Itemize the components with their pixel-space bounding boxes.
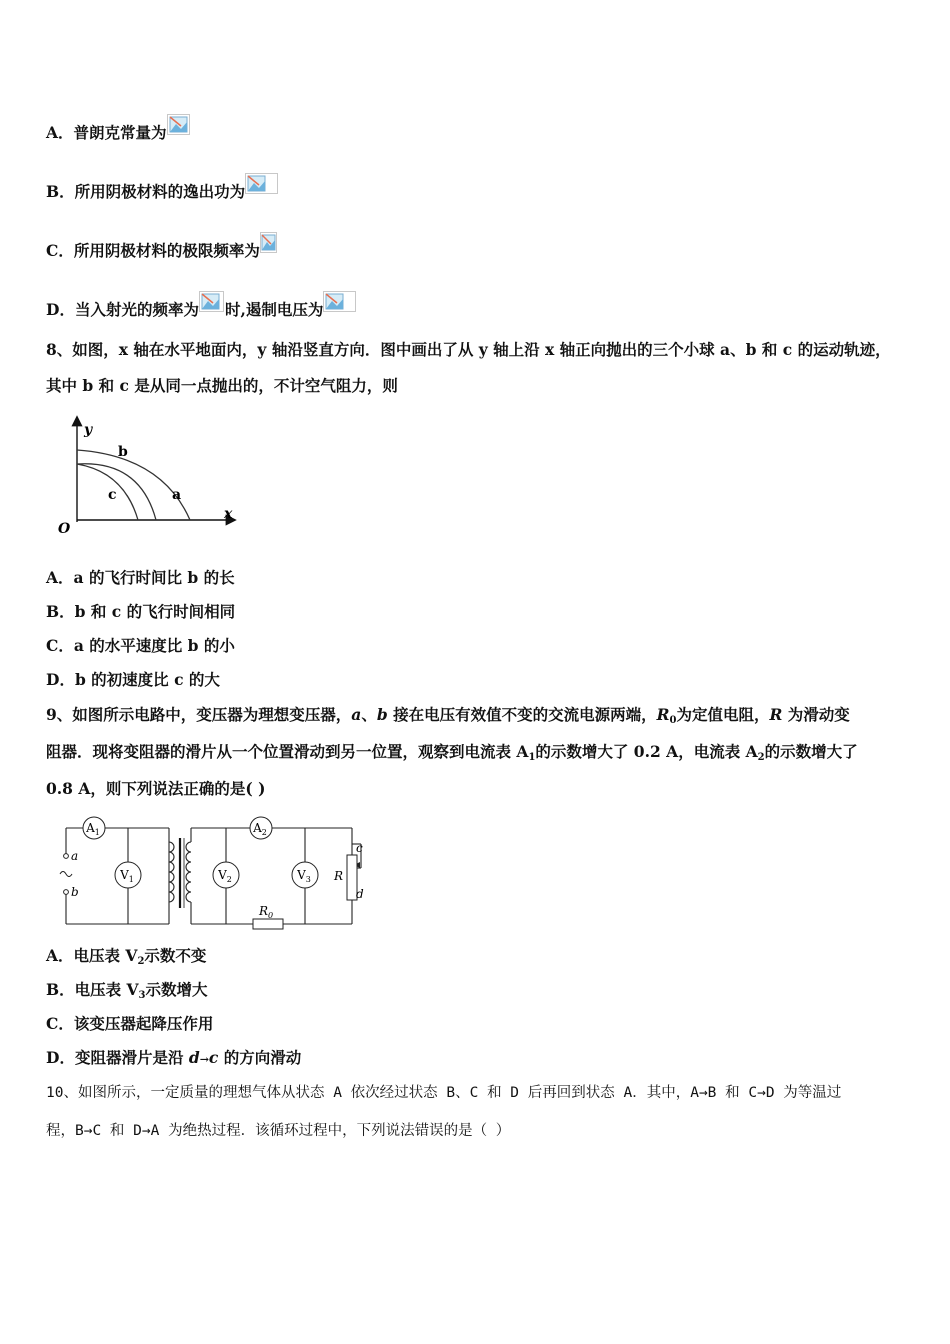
q9-option-text: 示数不变: [144, 946, 207, 965]
broken-image-icon: [245, 173, 279, 195]
q9-option-d: [46, 1048, 301, 1070]
q7-option-b: [46, 173, 279, 202]
q8-option-b: B．b 和 c 的飞行时间相同: [46, 602, 236, 621]
c-label: c: [356, 841, 363, 855]
origin-label: O: [58, 521, 71, 537]
q9-var-d: d: [188, 1048, 200, 1067]
q9-option-text: D．变阻器滑片是沿: [46, 1048, 189, 1067]
q9-var-r: R: [769, 705, 783, 724]
x-axis-label: x: [224, 506, 233, 522]
q9-option-text: 示数增大: [145, 980, 208, 999]
a1-label: $A_1$: [86, 821, 100, 837]
broken-image-icon: [323, 291, 357, 313]
q9-var-b: b: [376, 705, 388, 724]
q8-stem-line1: 8、如图，x 轴在水平地面内，y 轴沿竖直方向．图中画出了从 y 轴上沿 x 轴正向抛出的三个小球 a、b 和 c 的运动轨迹，: [46, 340, 891, 359]
q9-option-b: [46, 980, 208, 1006]
q9-option-text: B．电压表 V: [46, 980, 139, 999]
r0-label: $R_0$: [259, 904, 274, 920]
q8-trajectory-figure: [52, 414, 242, 539]
d-label: d: [356, 887, 364, 901]
q9-text: 为滑动变: [782, 705, 850, 724]
q9-text: 阻器．现将变阻器的滑片从一个位置滑动到另一位置，观察到电流表 A: [46, 742, 529, 761]
q10-stem-line2: 程，B→C 和 D→A 为绝热过程．该循环过程中，下列说法错误的是（ ）: [46, 1123, 511, 1139]
q9-arrow: →: [199, 1053, 209, 1066]
v2-label: $V_2$: [218, 868, 232, 884]
q9-option-text: A．电压表 V: [46, 946, 138, 965]
q9-stem-line2: [46, 742, 858, 768]
q8-option-a: A．a 的飞行时间比 b 的长: [46, 568, 235, 587]
q9-circuit-figure: [56, 812, 366, 934]
a2-label: $A_2$: [253, 821, 267, 837]
q9-subscript: 1: [528, 752, 536, 763]
q9-text: 9、如图所示电路中，变压器为理想变压器，: [46, 705, 352, 724]
q9-stem-line3: 0.8 A，则下列说法正确的是( ): [46, 779, 266, 798]
q8-option-d: D．b 的初速度比 c 的大: [46, 670, 220, 689]
q9-stem-line1: [46, 705, 850, 731]
q9-text: 的示数增大了 0.2 A，电流表 A: [535, 742, 758, 761]
q9-option-a: [46, 946, 206, 972]
q9-subscript: 2: [137, 956, 145, 967]
q7-option-d-text-after: 时,遏制电压为: [224, 300, 324, 319]
v1-label: $V_1$: [120, 868, 134, 884]
broken-image-icon: [260, 232, 278, 254]
terminal-b-label: b: [71, 885, 79, 899]
q7-option-b-text: B．所用阴极材料的逸出功为: [46, 182, 246, 201]
q9-text: 接在电压有效值不变的交流电源两端，: [387, 705, 657, 724]
curve-c-label: c: [108, 487, 117, 503]
q7-option-c: [46, 232, 278, 261]
q9-subscript: 2: [757, 752, 765, 763]
r-label: R: [334, 869, 344, 883]
r0-resistor: [253, 919, 283, 929]
q10-stem-line1: 10、如图所示，一定质量的理想气体从状态 A 依次经过状态 B、C 和 D 后再回到状态 A．其中，A→B 和 C→D 为等温过: [46, 1085, 842, 1101]
q7-option-d: [46, 291, 357, 320]
q9-option-c: C．该变压器起降压作用: [46, 1014, 214, 1033]
q9-subscript: 0: [669, 715, 677, 726]
curve-a: [77, 450, 190, 520]
q9-var-r0: R: [656, 705, 670, 724]
q9-var-a: a: [351, 705, 362, 724]
q9-text: 为定值电阻，: [676, 705, 770, 724]
q7-option-a-text: A．普朗克常量为: [46, 123, 167, 142]
v3-label: $V_3$: [297, 868, 311, 884]
broken-image-icon: [199, 291, 225, 313]
q9-text: 的示数增大了: [764, 742, 858, 761]
terminal-a-label: a: [71, 849, 79, 863]
q9-text: 、: [361, 705, 377, 724]
q9-option-text: 的方向滑动: [218, 1048, 302, 1067]
broken-image-icon: [167, 114, 191, 136]
q8-stem-line2: 其中 b 和 c 是从同一点抛出的，不计空气阻力，则: [46, 376, 398, 395]
q7-option-a: [46, 114, 191, 143]
q8-option-c: C．a 的水平速度比 b 的小: [46, 636, 235, 655]
q7-option-d-text-before: D．当入射光的频率为: [46, 300, 199, 319]
curve-a-label: a: [172, 487, 182, 503]
q7-option-c-text: C．所用阴极材料的极限频率为: [46, 241, 260, 260]
q9-subscript: 3: [138, 990, 146, 1001]
curve-b-label: b: [118, 444, 128, 460]
q9-var-c: c: [208, 1048, 219, 1067]
y-axis-label: y: [84, 422, 93, 438]
